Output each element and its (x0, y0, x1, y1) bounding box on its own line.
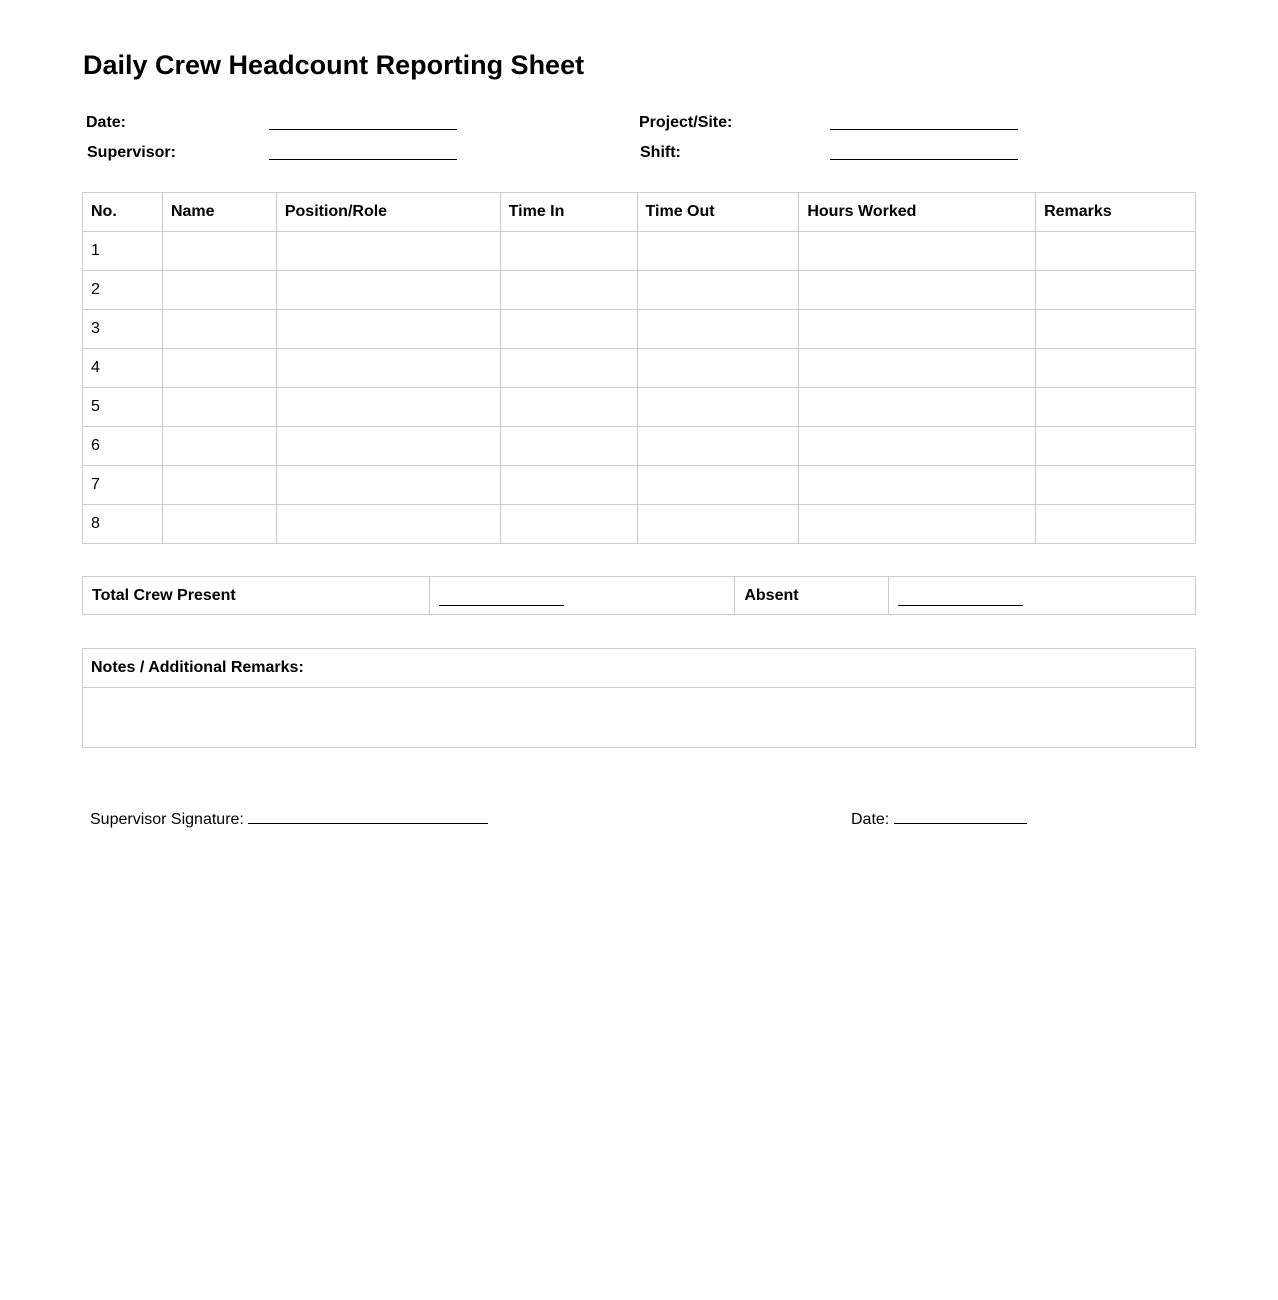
page-title: Daily Crew Headcount Reporting Sheet (83, 50, 585, 80)
hours-worked-cell[interactable] (799, 388, 1036, 427)
supervisor-signature-field[interactable] (248, 809, 488, 824)
time-in-cell[interactable] (500, 349, 637, 388)
position-cell[interactable] (276, 466, 500, 505)
table-row (83, 466, 1196, 505)
signature-date-field[interactable] (894, 809, 1027, 824)
column-header-time-out: Time Out (637, 193, 799, 232)
row-number: 5 (83, 388, 163, 427)
hours-worked-cell[interactable] (799, 466, 1036, 505)
column-header-remarks: Remarks (1036, 193, 1196, 232)
hours-worked-cell[interactable] (799, 349, 1036, 388)
column-header-name: Name (162, 193, 276, 232)
total-crew-present-label: Total Crew Present (83, 577, 430, 615)
time-out-cell[interactable] (637, 232, 799, 271)
hours-worked-cell[interactable] (799, 505, 1036, 544)
table-row (83, 388, 1196, 427)
row-number: 8 (83, 505, 163, 544)
absent-label: Absent (735, 577, 889, 615)
signature-date-label: Date: (851, 811, 890, 828)
remarks-cell[interactable] (1036, 271, 1196, 310)
time-in-cell[interactable] (500, 310, 637, 349)
time-out-cell[interactable] (637, 310, 799, 349)
time-in-cell[interactable] (500, 505, 637, 544)
name-cell[interactable] (162, 466, 276, 505)
time-out-cell[interactable] (637, 388, 799, 427)
table-row (83, 310, 1196, 349)
time-out-cell[interactable] (637, 427, 799, 466)
time-in-cell[interactable] (500, 388, 637, 427)
total-crew-present-field[interactable] (439, 591, 564, 606)
name-cell[interactable] (162, 232, 276, 271)
remarks-cell[interactable] (1036, 505, 1196, 544)
notes-field[interactable] (83, 688, 1195, 747)
table-header-row (83, 193, 1196, 232)
supervisor-field[interactable] (269, 159, 457, 160)
time-out-cell[interactable] (637, 505, 799, 544)
remarks-cell[interactable] (1036, 310, 1196, 349)
position-cell[interactable] (276, 505, 500, 544)
hours-worked-cell[interactable] (799, 271, 1036, 310)
hours-worked-cell[interactable] (799, 232, 1036, 271)
time-in-cell[interactable] (500, 427, 637, 466)
project-site-field[interactable] (830, 129, 1018, 130)
totals-table (82, 576, 1196, 615)
table-row (83, 232, 1196, 271)
column-header-no: No. (83, 193, 163, 232)
hours-worked-cell[interactable] (799, 310, 1036, 349)
position-cell[interactable] (276, 271, 500, 310)
table-row (83, 427, 1196, 466)
time-out-cell[interactable] (637, 271, 799, 310)
time-in-cell[interactable] (500, 466, 637, 505)
time-in-cell[interactable] (500, 232, 637, 271)
column-header-time-in: Time In (500, 193, 637, 232)
table-row (83, 505, 1196, 544)
date-label: Date: (86, 114, 127, 131)
supervisor-signature-block (90, 809, 488, 829)
row-number: 2 (83, 271, 163, 310)
row-number: 4 (83, 349, 163, 388)
position-cell[interactable] (276, 388, 500, 427)
row-number: 3 (83, 310, 163, 349)
supervisor-signature-label: Supervisor Signature: (90, 811, 244, 828)
position-cell[interactable] (276, 427, 500, 466)
name-cell[interactable] (162, 310, 276, 349)
position-cell[interactable] (276, 232, 500, 271)
position-cell[interactable] (276, 349, 500, 388)
project-site-label: Project/Site: (639, 114, 733, 131)
absent-cell (889, 577, 1196, 615)
remarks-cell[interactable] (1036, 232, 1196, 271)
crew-table (82, 192, 1196, 544)
remarks-cell[interactable] (1036, 388, 1196, 427)
notes-label: Notes / Additional Remarks: (83, 649, 1195, 688)
column-header-position: Position/Role (276, 193, 500, 232)
name-cell[interactable] (162, 271, 276, 310)
remarks-cell[interactable] (1036, 427, 1196, 466)
name-cell[interactable] (162, 505, 276, 544)
date-field[interactable] (269, 129, 457, 130)
time-in-cell[interactable] (500, 271, 637, 310)
name-cell[interactable] (162, 349, 276, 388)
row-number: 1 (83, 232, 163, 271)
supervisor-label: Supervisor: (87, 144, 176, 161)
absent-field[interactable] (898, 591, 1023, 606)
row-number: 6 (83, 427, 163, 466)
column-header-hours-worked: Hours Worked (799, 193, 1036, 232)
table-row (83, 349, 1196, 388)
remarks-cell[interactable] (1036, 466, 1196, 505)
time-out-cell[interactable] (637, 349, 799, 388)
notes-box (82, 648, 1196, 748)
signature-date-block (851, 809, 1027, 829)
shift-label: Shift: (640, 144, 681, 161)
time-out-cell[interactable] (637, 466, 799, 505)
total-crew-present-cell (429, 577, 735, 615)
shift-field[interactable] (830, 159, 1018, 160)
name-cell[interactable] (162, 427, 276, 466)
totals-row (83, 577, 1196, 615)
hours-worked-cell[interactable] (799, 427, 1036, 466)
table-row (83, 271, 1196, 310)
row-number: 7 (83, 466, 163, 505)
remarks-cell[interactable] (1036, 349, 1196, 388)
name-cell[interactable] (162, 388, 276, 427)
position-cell[interactable] (276, 310, 500, 349)
